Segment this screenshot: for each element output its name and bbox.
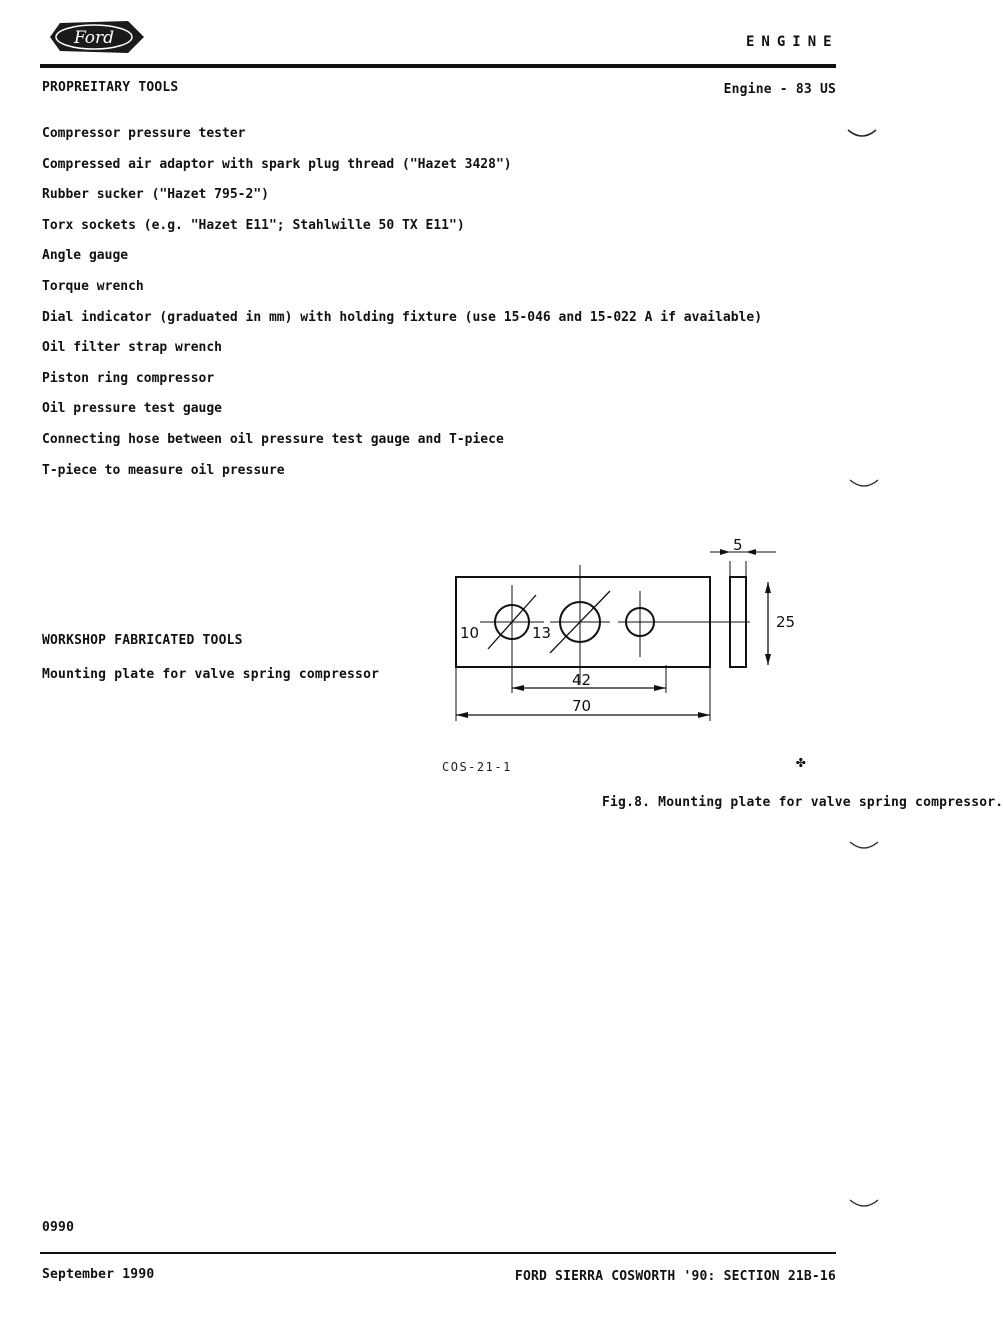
logo-text: Ford <box>73 28 115 48</box>
top-rule <box>40 64 836 68</box>
margin-tick-icon <box>848 1198 882 1210</box>
list-item: Oil pressure test gauge <box>42 401 223 417</box>
bottom-rule <box>40 1252 836 1254</box>
dim-height: 25 <box>776 613 796 631</box>
dim-dia-small: 10 <box>460 624 480 642</box>
workshop-title: WORKSHOP FABRICATED TOOLS <box>42 633 243 648</box>
list-item: Dial indicator (graduated in mm) with holding fixture (use 15-046 and 15-022 A if available) <box>42 309 763 325</box>
dim-dia-large: 13 <box>532 624 552 642</box>
list-item: Torque wrench <box>42 278 144 294</box>
proprietary-tools-list <box>42 126 762 493</box>
list-item: Compressed air adaptor with spark plug thread ("Hazet 3428") <box>42 156 512 172</box>
workshop-item: Mounting plate for valve spring compressor <box>42 667 380 682</box>
section-title: ENGINE <box>746 34 839 50</box>
list-item: Piston ring compressor <box>42 370 215 386</box>
margin-tick-icon <box>846 128 880 140</box>
figure-code: COS-21-1 <box>442 760 512 774</box>
header-left-label: PROPREITARY TOOLS <box>42 80 179 95</box>
ford-logo <box>40 17 148 57</box>
list-item: Oil filter strap wrench <box>42 340 223 356</box>
list-item: Compressor pressure tester <box>42 126 246 141</box>
footer-reference: FORD SIERRA COSWORTH '90: SECTION 21B-16 <box>514 1269 836 1284</box>
page-code: 0990 <box>42 1220 75 1235</box>
figure-caption: Fig.8. Mounting plate for valve spring compressor. <box>602 795 1003 810</box>
orientation-arrow-icon: ✤ <box>796 752 806 771</box>
list-item: T-piece to measure oil pressure <box>42 462 285 478</box>
list-item: Torx sockets (e.g. "Hazet E11"; Stahlwille 50 TX E11") <box>42 217 465 233</box>
list-item: Rubber sucker ("Hazet 795-2") <box>42 187 269 203</box>
margin-tick-icon <box>848 840 882 852</box>
header-right-label: Engine - 83 US <box>723 82 836 97</box>
mounting-plate-drawing <box>420 525 820 725</box>
list-item: Angle gauge <box>42 248 129 264</box>
footer-date: September 1990 <box>42 1267 155 1282</box>
margin-tick-icon <box>848 478 882 490</box>
list-item: Connecting hose between oil pressure test gauge and T-piece <box>42 431 504 447</box>
dim-length: 70 <box>572 697 592 715</box>
dim-hole-spacing: 42 <box>572 671 592 689</box>
dim-thickness: 5 <box>733 536 743 554</box>
